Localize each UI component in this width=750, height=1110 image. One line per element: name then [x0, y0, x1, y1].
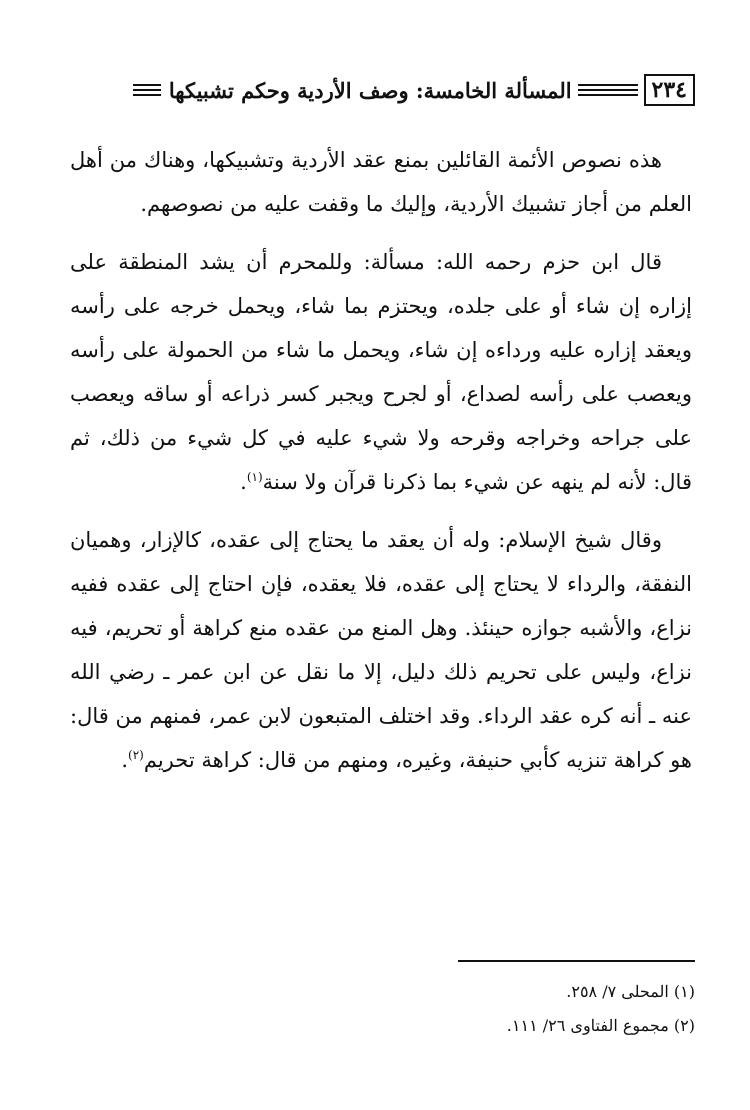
footnote-1: (١) المحلى ٧/ ٢٥٨.: [566, 982, 695, 1001]
header-title: المسألة الخامسة: وصف الأردية وحكم تشبيكها: [168, 77, 572, 103]
page-number: ٢٣٤: [644, 74, 695, 106]
paragraph-2: قال ابن حزم رحمه الله: مسألة: وللمحرم أن يشد المنطقة على إزاره إن شاء أو على جلده، ويحتزم بما شاء، ويحمل خرجه على رأسه ويعقد إزاره عليه ورداءه إن شاء، ويحمل ما شاء من الحمولة على رأسه ويعصب على رأسه لصداع، أو لجرح ويجبر كسر ذراعه أو ساقه ويعصب على جراحه وخراجه وقرحه ولا شيء عليه في كل شيء من ذلك، ثم قال: لأنه لم ينهه عن شيء بما ذكرنا قرآن ولا سنة$^{(١)}$.: [70, 250, 692, 494]
header-rule-left: [133, 84, 161, 96]
page-header: [55, 70, 695, 110]
paragraph-3: وقال شيخ الإسلام: وله أن يعقد ما يحتاج إلى عقده، كالإزار، وهميان النفقة، والرداء لا يحتاج إلى عقده، فلا يعقده، فإن احتاج إلى عقده ففيه نزاع، والأشبه جوازه حينئذ. وهل المنع من عقده منع كراهة أو تحريم، فيه نزاع، وليس على تحريم ذلك دليل، إلا ما نقل عن ابن عمر ـ رضي الله عنه ـ أنه كره عقد الرداء. وقد اختلف المتبعون لابن عمر، فمنهم من قال: هو كراهة تنزيه كأبي حنيفة، وغيره، ومنهم من قال: كراهة تحريم$^{(٢)}$.: [70, 528, 692, 772]
footnotes: [70, 975, 695, 1043]
footnote-ref-2[interactable]: (٢): [128, 748, 144, 762]
footnote-ref-1[interactable]: (١): [246, 470, 263, 484]
footnote-divider: [458, 960, 695, 962]
paragraph-1: هذه نصوص الأئمة القائلين بمنع عقد الأردية وتشبيكها، وهناك من أهل العلم من أجاز تشبيك الأردية، وإليك ما وقفت عليه من نصوصهم.: [70, 148, 692, 216]
main-text: [70, 138, 692, 796]
header-rule-right: [572, 84, 644, 96]
footnote-2: (٢) مجموع الفتاوى ٢٦/ ١١١.: [506, 1016, 695, 1035]
